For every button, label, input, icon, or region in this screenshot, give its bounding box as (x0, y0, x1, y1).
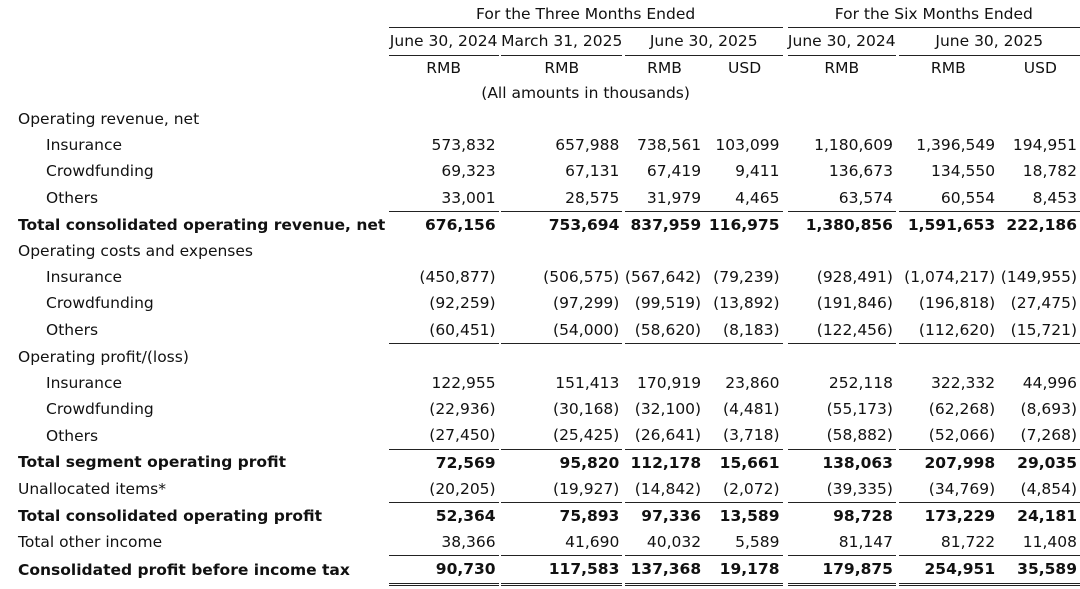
cell-value: 38,366 (389, 529, 499, 556)
currency-header: RMB (647, 59, 682, 77)
cell-value: (39,335) (788, 476, 896, 503)
cell-value: 81,147 (788, 529, 896, 556)
cell-value (707, 343, 783, 370)
cell-value: 117,583 (501, 556, 622, 584)
cell-value: (58,882) (788, 422, 896, 449)
cell-value: 322,332 (931, 374, 996, 393)
cell-value: (2,072) (707, 476, 783, 503)
table-row (0, 238, 1080, 264)
cell-value: 35,589 (1001, 556, 1080, 584)
cell-value: (8,183) (707, 317, 783, 344)
cell-value: 11,408 (1001, 529, 1080, 556)
cell-value: 44,996 (1022, 374, 1077, 393)
cell-value: (25,425) (501, 422, 622, 449)
cell-value: 69,323 (441, 162, 496, 181)
date-header: June 30, 2025 (625, 28, 783, 56)
cell-value (707, 106, 783, 132)
cell-value: 18,782 (1022, 162, 1077, 181)
date-header: June 30, 2024 (389, 28, 499, 56)
cell-value: (13,892) (713, 294, 780, 313)
table-row (0, 503, 1080, 530)
row-label: Crowdfunding (46, 294, 154, 313)
cell-value: 116,975 (708, 215, 780, 234)
cell-value: 207,998 (924, 453, 996, 472)
row-label: Crowdfunding (46, 400, 154, 419)
table-row (0, 370, 1080, 396)
cell-value (788, 238, 896, 264)
cell-value: 23,860 (725, 374, 780, 393)
cell-value: (14,842) (625, 476, 704, 503)
cell-value: (54,000) (501, 317, 622, 344)
cell-value: 1,396,549 (916, 136, 996, 155)
cell-value: 134,550 (931, 162, 996, 181)
row-label: Insurance (46, 136, 123, 155)
cell-value: 173,229 (924, 507, 996, 526)
cell-value (389, 343, 499, 370)
cell-value: 1,180,609 (814, 136, 893, 155)
cell-value: (196,818) (918, 294, 996, 313)
cell-value (899, 343, 999, 370)
cell-value: 151,413 (555, 374, 620, 393)
cell-value: 112,178 (630, 453, 702, 472)
table-row (0, 317, 1080, 344)
cell-value: 60,554 (899, 185, 999, 212)
cell-value: (8,693) (1020, 400, 1077, 419)
cell-value: 753,694 (548, 215, 620, 234)
cell-value: 252,118 (828, 374, 893, 393)
row-label: Operating costs and expenses (18, 242, 253, 261)
table-row (0, 185, 1080, 212)
cell-value: (55,173) (826, 400, 893, 419)
currency-header: RMB (930, 59, 966, 77)
cell-value: 98,728 (833, 507, 893, 526)
cell-value: (32,100) (634, 400, 702, 419)
cell-value: (191,846) (816, 294, 893, 313)
cell-value: 40,032 (625, 529, 704, 556)
table-row (0, 106, 1080, 132)
cell-value: (567,642) (624, 268, 702, 287)
cell-value: 72,569 (435, 453, 496, 472)
cell-value: 657,988 (555, 136, 620, 155)
cell-value: 5,589 (707, 529, 783, 556)
cell-value: 137,368 (625, 556, 704, 584)
cell-value: (34,769) (899, 476, 999, 503)
cell-value (625, 238, 704, 264)
cell-value: (4,854) (1001, 476, 1080, 503)
cell-value: 4,465 (707, 185, 783, 212)
cell-value: 179,875 (788, 556, 896, 584)
cell-value: (20,205) (389, 476, 499, 503)
cell-value (501, 106, 622, 132)
cell-value: (149,955) (1000, 268, 1077, 287)
cell-value: 63,574 (788, 185, 896, 212)
table-row (0, 264, 1080, 290)
row-label: Total consolidated operating revenue, net (18, 215, 386, 234)
cell-value: (3,718) (707, 422, 783, 449)
cell-value: (4,481) (723, 400, 780, 419)
table-row (0, 211, 1080, 238)
cell-value (899, 106, 999, 132)
cell-value: 837,959 (630, 215, 702, 234)
cell-value: 136,673 (828, 162, 893, 181)
row-label: Consolidated profit before income tax (18, 560, 350, 579)
cell-value: (450,877) (419, 268, 496, 287)
table-row (0, 556, 1080, 584)
cell-value: (27,475) (1010, 294, 1077, 313)
row-label: Insurance (46, 374, 123, 393)
table-row (0, 343, 1080, 370)
cell-value: 194,951 (1012, 136, 1077, 155)
cell-value (788, 106, 896, 132)
row-label: Insurance (46, 268, 123, 287)
cell-value: (22,936) (429, 400, 496, 419)
currency-header-row (0, 56, 1080, 82)
currency-header: RMB (544, 59, 580, 77)
cell-value: (58,620) (625, 317, 704, 344)
row-label: Others (46, 188, 99, 207)
cell-value: 95,820 (559, 453, 620, 472)
cell-value: (92,259) (429, 294, 496, 313)
cell-value: (27,450) (389, 422, 499, 449)
six-months-header: For the Six Months Ended (788, 0, 1080, 28)
three-months-header: For the Three Months Ended (389, 0, 783, 28)
cell-value: (19,927) (501, 476, 622, 503)
cell-value: 170,919 (637, 374, 702, 393)
cell-value: 90,730 (389, 556, 499, 584)
cell-value: (52,066) (899, 422, 999, 449)
amounts-note: (All amounts in thousands) (481, 84, 690, 102)
date-header: June 30, 2025 (899, 28, 1080, 56)
cell-value: (112,620) (899, 317, 999, 344)
table-row (0, 290, 1080, 316)
cell-value: (30,168) (553, 400, 620, 419)
cell-value (899, 238, 999, 264)
row-label: Total segment operating profit (18, 453, 286, 472)
table-row (0, 449, 1080, 476)
cell-value: 254,951 (899, 556, 999, 584)
cell-value (501, 238, 622, 264)
cell-value: 676,156 (425, 215, 496, 234)
cell-value: 19,178 (707, 556, 783, 584)
cell-value: (928,491) (816, 268, 893, 287)
cell-value: 24,181 (1017, 507, 1077, 526)
currency-header: USD (728, 59, 762, 77)
cell-value (1001, 238, 1080, 264)
row-label: Total consolidated operating profit (18, 506, 322, 525)
currency-header: USD (1023, 59, 1057, 77)
cell-value: (122,456) (788, 317, 896, 344)
currency-header: RMB (824, 59, 860, 77)
cell-value: 41,690 (501, 529, 622, 556)
cell-value: (62,268) (928, 400, 996, 419)
cell-value: 29,035 (1017, 453, 1077, 472)
table-row (0, 529, 1080, 556)
date-header: June 30, 2024 (788, 28, 896, 56)
cell-value: (26,641) (625, 422, 704, 449)
cell-value (788, 343, 896, 370)
cell-value: 28,575 (501, 185, 622, 212)
cell-value (625, 343, 704, 370)
cell-value: 738,561 (637, 136, 702, 155)
date-header-row (0, 28, 1080, 56)
period-group-header-row (0, 0, 1080, 28)
row-label: Others (46, 320, 99, 339)
currency-header: RMB (426, 59, 462, 77)
row-label: Operating profit/(loss) (18, 347, 189, 366)
cell-value: 75,893 (559, 507, 620, 526)
cell-value: 67,419 (646, 162, 702, 181)
table-row (0, 158, 1080, 184)
cell-value: (15,721) (1001, 317, 1080, 344)
cell-value: (99,519) (634, 294, 702, 313)
cell-value: (7,268) (1001, 422, 1080, 449)
cell-value: 122,955 (431, 374, 496, 393)
cell-value: 138,063 (822, 453, 893, 472)
cell-value (389, 238, 499, 264)
cell-value: 97,336 (641, 507, 702, 526)
cell-value: (79,239) (713, 268, 780, 287)
cell-value: 103,099 (715, 136, 780, 155)
cell-value (1001, 106, 1080, 132)
row-label: Unallocated items* (18, 480, 167, 499)
table-row (0, 476, 1080, 503)
cell-value: 9,411 (735, 162, 780, 181)
row-label: Total other income (18, 533, 163, 552)
cell-value: (97,299) (553, 294, 620, 313)
table-row (0, 422, 1080, 449)
cell-value: 33,001 (389, 185, 499, 212)
cell-value: 81,722 (899, 529, 999, 556)
cell-value (1001, 343, 1080, 370)
table-row (0, 132, 1080, 158)
cell-value (625, 106, 704, 132)
row-label: Others (46, 426, 99, 445)
cell-value: 573,832 (431, 136, 496, 155)
cell-value: 1,380,856 (805, 215, 893, 234)
cell-value: 31,979 (625, 185, 704, 212)
cell-value: 8,453 (1001, 185, 1080, 212)
cell-value: 1,591,653 (907, 215, 996, 234)
cell-value: (506,575) (543, 268, 620, 287)
table-row (0, 396, 1080, 422)
cell-value: 222,186 (1006, 215, 1077, 234)
row-label: Crowdfunding (46, 162, 154, 181)
cell-value (707, 238, 783, 264)
cell-value: 13,589 (719, 507, 780, 526)
cell-value: 52,364 (435, 507, 496, 526)
cell-value (389, 106, 499, 132)
cell-value: (1,074,217) (904, 268, 996, 287)
cell-value: 15,661 (719, 453, 780, 472)
cell-value (501, 343, 622, 370)
date-header: March 31, 2025 (501, 28, 622, 56)
row-label: Operating revenue, net (18, 110, 200, 128)
cell-value: 67,131 (565, 162, 620, 181)
amounts-note-row (0, 81, 1080, 106)
cell-value: (60,451) (389, 317, 499, 344)
